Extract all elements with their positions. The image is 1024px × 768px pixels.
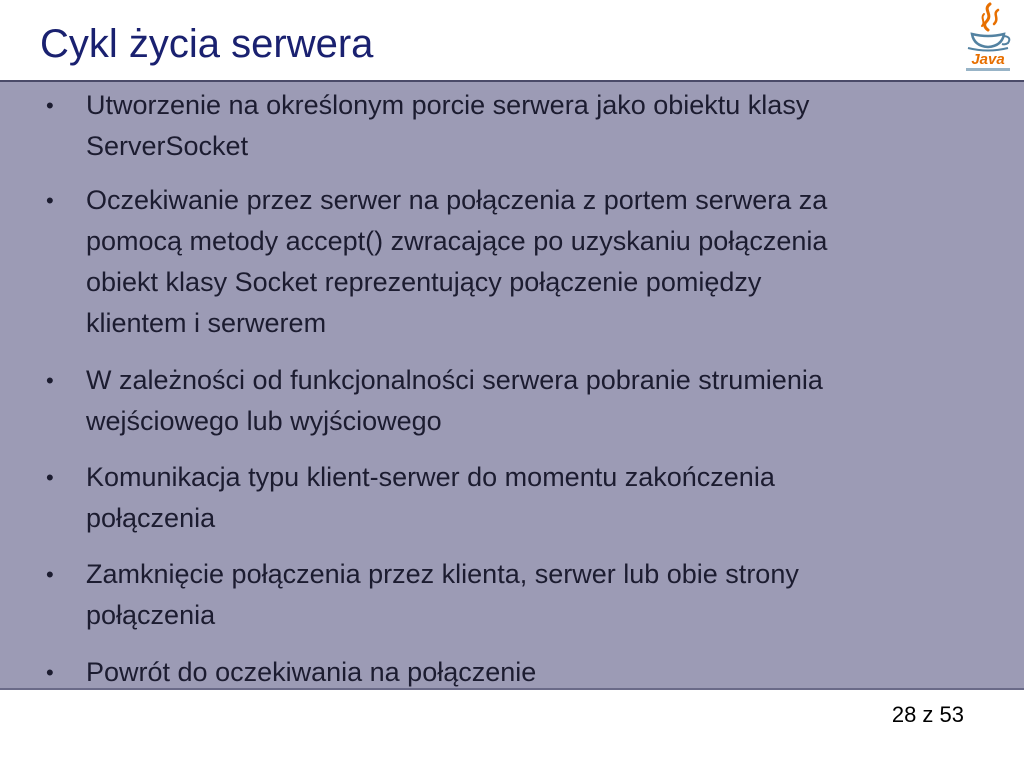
list-item [46, 457, 946, 539]
bullet-text: Zamknięcie połączenia przez klienta, serwer lub obie strony połączenia [86, 559, 799, 630]
list-item [46, 85, 946, 167]
bullet-text: Powrót do oczekiwania na połączenie [86, 657, 537, 687]
bullet-marker: • [46, 368, 54, 393]
list-item [46, 360, 946, 442]
bullet-marker: • [46, 188, 54, 213]
slide-title: Cykl życia serwera [40, 22, 374, 66]
list-item [46, 180, 946, 344]
bullet-marker: • [46, 660, 54, 685]
bullet-marker: • [46, 465, 54, 490]
bullet-text: Oczekiwanie przez serwer na połączenia z portem serwera za pomocą metody accept() zwracające po uzyskaniu połączenia obiekt klasy Socket reprezentujący połączenie pomiędzy klientem i serwerem [86, 185, 828, 338]
list-item [46, 554, 946, 636]
bullet-text: W zależności od funkcjonalności serwera pobranie strumienia wejściowego lub wyjściowego [86, 365, 823, 436]
bullet-text: Komunikacja typu klient-serwer do momentu zakończenia połączenia [86, 462, 775, 533]
bullet-text: Utworzenie na określonym porcie serwera jako obiektu klasy ServerSocket [86, 90, 810, 161]
java-coffee-cup-icon [954, 0, 1022, 78]
bullet-marker: • [46, 562, 54, 587]
bullet-marker: • [46, 93, 54, 118]
list-item [46, 652, 946, 693]
page-number: 28 z 53 [891, 702, 964, 727]
content-box [0, 80, 1024, 690]
svg-text:Java: Java [971, 51, 1005, 68]
